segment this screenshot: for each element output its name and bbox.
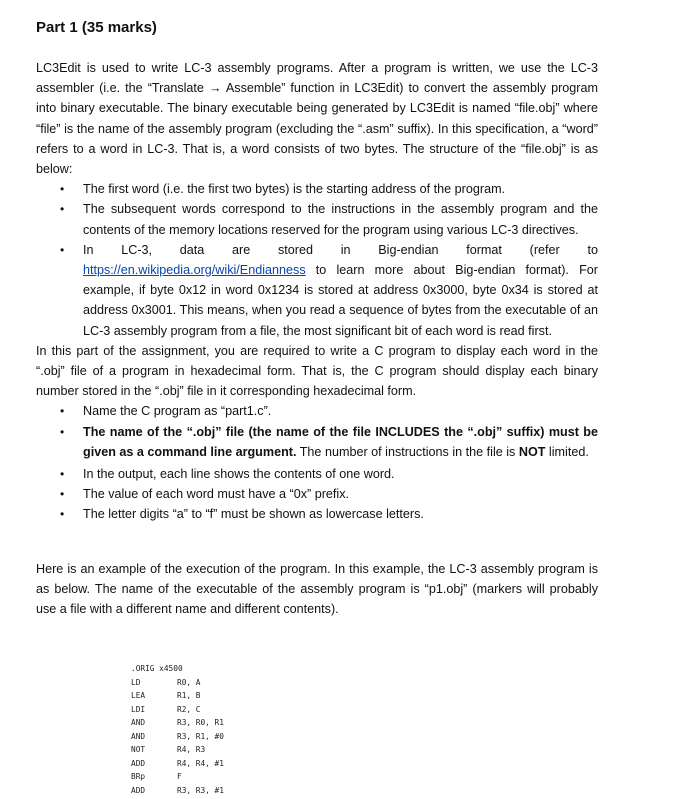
- code-line: [131, 676, 224, 690]
- list-item: [36, 504, 598, 524]
- not-emphasis: NOT: [518, 444, 546, 459]
- list-item-text: The first word (i.e. the first two bytes) is the starting address of the program.: [83, 182, 506, 197]
- argument-requirement-end: limited.: [545, 444, 589, 459]
- list-item-text: The value of each word must have a “0x” prefix.: [83, 487, 349, 502]
- code-operands: R1, B: [177, 691, 201, 700]
- argument-requirement-bold: The name of the “.obj” file (the name of the file INCLUDES the “.obj” suffix) must be given as a command line argument.: [83, 424, 598, 459]
- code-opcode: LD: [131, 677, 141, 687]
- code-operands: R0, A: [177, 677, 201, 687]
- bullet-icon: •: [60, 182, 65, 197]
- list-item: [36, 422, 598, 462]
- list-item: [36, 401, 598, 421]
- output-requirements-list: [36, 464, 598, 525]
- document-page: [36, 18, 598, 619]
- bullet-icon: •: [60, 507, 65, 522]
- bullet-icon: •: [60, 404, 65, 419]
- list-item: [36, 464, 598, 484]
- code-opcode: BRp: [131, 772, 146, 781]
- code-operands: R2, C: [177, 704, 201, 714]
- argument-requirement-text: The number of instructions in the file is: [296, 444, 519, 459]
- bullet-icon: •: [60, 202, 65, 217]
- section-title: Part 1 (35 marks): [36, 19, 157, 36]
- bullet-icon: •: [60, 242, 65, 257]
- code-header: [131, 662, 224, 676]
- code-line: [131, 730, 224, 744]
- code-operands: R4, R3: [177, 745, 206, 754]
- bullet-icon: •: [60, 487, 65, 502]
- code-opcode: ADD: [131, 758, 146, 768]
- list-item-text: The letter digits “a” to “f” must be shown as lowercase letters.: [83, 507, 424, 522]
- list-item: [36, 199, 598, 239]
- orig-directive: .ORIG x4500: [131, 664, 183, 673]
- list-item: [36, 240, 598, 341]
- list-item-text: In the output, each line shows the contents of one word.: [83, 467, 395, 482]
- bullet-icon: •: [60, 467, 65, 482]
- code-line: [131, 757, 224, 771]
- code-opcode: AND: [131, 731, 146, 741]
- code-operands: R3, R3, #1: [177, 785, 224, 795]
- code-opcode: NOT: [131, 745, 146, 754]
- code-operands: R4, R4, #1: [177, 758, 224, 768]
- code-line: [131, 743, 224, 757]
- code-line: [131, 784, 224, 798]
- code-line: [131, 716, 224, 730]
- code-opcode: ADD: [131, 785, 146, 795]
- code-opcode: LDI: [131, 704, 146, 714]
- endian-suffix: to learn more about Big-endian format). For example, if byte 0x12 in word 0x1234 is stored at address 0x3000, byte 0x34 is stored at address 0x3001. This means, when you read a sequence of bytes from the executable of an LC-3 assembly program from a file, the most significant bit of each word is read first.: [83, 263, 598, 338]
- intro-paragraph: LC3Edit is used to write LC-3 assembly programs. After a program is written, we use the LC-3 assembler (i.e. the “Translate → Assemble” function in LC3Edit) to convert the assembly program into binary executable. The binary executable being generated by LC3Edit is named “file.obj” where “file” is the name of the assembly program (excluding the “.asm” suffix). In this specification, a “word” refers to a word in LC-3. That is, a word consists of two bytes. The structure of the “file.obj” is as below:: [36, 61, 598, 177]
- list-item: [36, 484, 598, 504]
- code-line: [131, 703, 224, 717]
- code-listing: [131, 662, 224, 797]
- code-operands: R3, R1, #0: [177, 731, 224, 741]
- code-opcode: AND: [131, 718, 146, 727]
- endianness-link[interactable]: https://en.wikipedia.org/wiki/Endianness: [83, 263, 306, 278]
- list-item-text: The subsequent words correspond to the instructions in the assembly program and the contents of the memory locations reserved for the program using various LC-3 directives.: [83, 202, 598, 237]
- endian-prefix: In LC-3, data are stored in Big-endian format (refer to: [83, 242, 598, 257]
- code-line: [131, 770, 224, 784]
- bullet-icon: •: [60, 424, 65, 439]
- requirements-list: [36, 401, 598, 462]
- task-paragraph: In this part of the assignment, you are required to write a C program to display each word in the “.obj” file of a program in hexadecimal form. That is, the C program should display each binary number stored in the “.obj” file in it corresponding hexadecimal form.: [36, 343, 598, 399]
- list-item-text: Name the C program as “part1.c”.: [83, 404, 272, 419]
- code-line: [131, 689, 224, 703]
- code-operands: R3, R0, R1: [177, 718, 224, 727]
- list-item: [36, 179, 598, 199]
- code-operands: F: [177, 772, 182, 781]
- example-paragraph: Here is an example of the execution of the program. In this example, the LC-3 assembly program is as below. The name of the executable of the assembly program is “p1.obj” (markers will probably use a file with a different name and different contents).: [36, 561, 598, 617]
- structure-list: [36, 179, 598, 341]
- code-opcode: LEA: [131, 691, 146, 700]
